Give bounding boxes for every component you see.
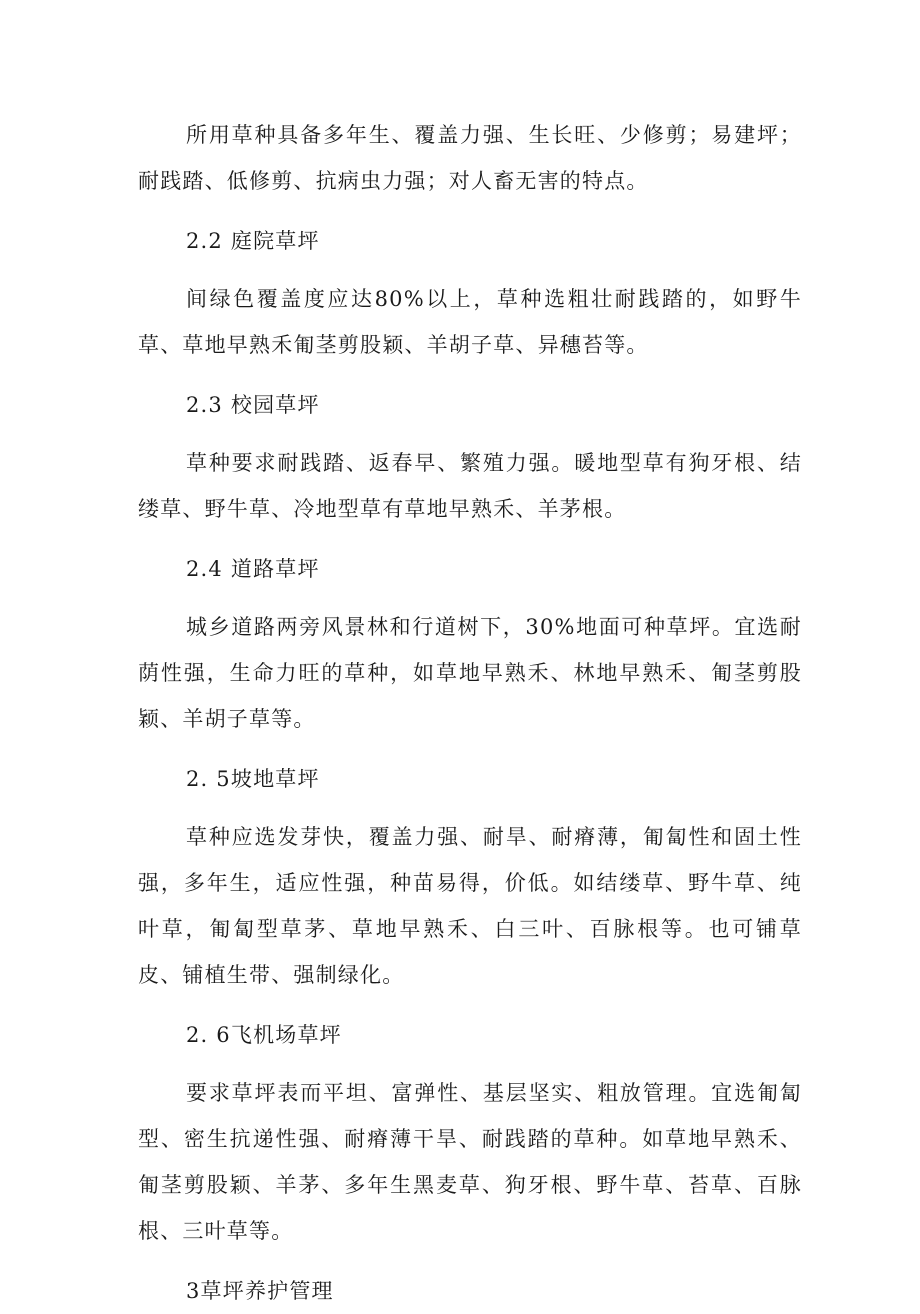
heading-courtyard-lawn: 2.2 庭院草坪 (186, 229, 320, 253)
heading-road-lawn: 2.4 道路草坪 (186, 557, 320, 581)
paragraph-airport-lawn: 要求草坪表而平坦、富弹性、基层坚实、粗放管理。宜选匍匐型、密生抗递性强、耐瘠薄干旱、耐践踏的草种。如草地早熟禾、匍茎剪股颖、羊茅、多年生黑麦草、狗牙根、野牛草、苔草、百脉根、三叶草等。 (138, 1081, 802, 1243)
heading-airport-lawn: 2. 6飞机场草坪 (186, 1023, 342, 1047)
paragraph-courtyard-lawn: 间绿色覆盖度应达80%以上，草种选粗壮耐践踏的，如野牛草、草地早熟禾匍茎剪股颖、羊胡子草、异穗苔等。 (138, 287, 802, 357)
paragraph-campus-lawn: 草种要求耐践踏、返春早、繁殖力强。暖地型草有狗牙根、结缕草、野牛草、冷地型草有草地早熟禾、羊茅根。 (138, 451, 802, 521)
document-page (138, 112, 802, 1314)
heading-lawn-maintenance: 3草坪养护管理 (186, 1279, 334, 1303)
heading-campus-lawn: 2.3 校园草坪 (186, 393, 320, 417)
paragraph-road-lawn: 城乡道路两旁风景林和行道树下，30%地面可种草坪。宜选耐荫性强，生命力旺的草种，如草地早熟禾、林地早熟禾、匍茎剪股颖、羊胡子草等。 (138, 615, 802, 731)
paragraph-slope-lawn: 草种应选发芽快，覆盖力强、耐旱、耐瘠薄，匍匐性和固土性强，多年生，适应性强，种苗易得，价低。如结缕草、野牛草、纯叶草，匍匐型草茅、草地早熟禾、白三叶、百脉根等。也可铺草皮、铺植生带、强制绿化。 (138, 825, 802, 987)
paragraph-turf-traits: 所用草种具备多年生、覆盖力强、生长旺、少修剪；易建坪；耐践踏、低修剪、抗病虫力强；对人畜无害的特点。 (138, 123, 802, 193)
heading-slope-lawn: 2. 5坡地草坪 (186, 767, 320, 791)
